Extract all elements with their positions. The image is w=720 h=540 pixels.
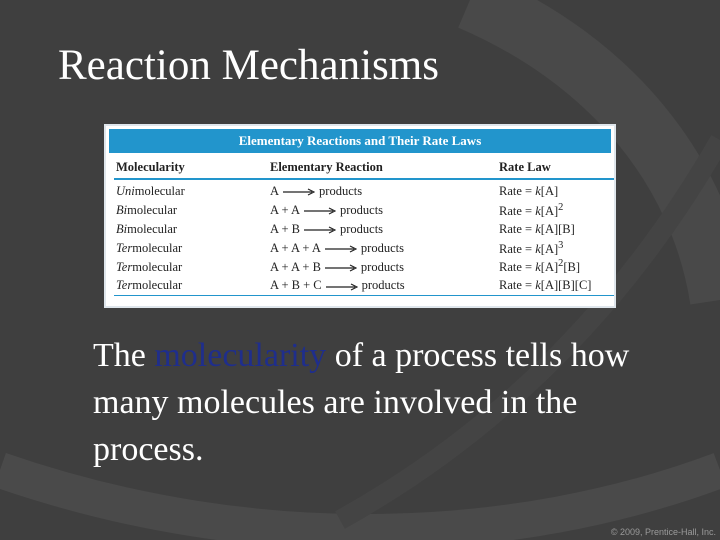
rate-concentration-tail: [B] <box>563 260 581 275</box>
molecularity-cell <box>114 179 268 201</box>
molecularity-term: molecularity <box>154 337 327 374</box>
rate-law-cell <box>497 179 614 201</box>
body-text-rest: of a process tells how many molecules are involved in the process. <box>93 337 630 468</box>
rate-concentration: [A][B][C] <box>540 278 592 293</box>
header-rate-law: Rate Law <box>497 156 614 179</box>
reaction-products: products <box>339 221 384 236</box>
rate-prefix: Rate = <box>499 183 536 198</box>
reaction-cell <box>268 276 497 295</box>
body-text-lead: The <box>93 337 155 374</box>
rate-constant: k <box>535 183 541 198</box>
reaction-products: products <box>360 240 404 255</box>
molecularity-cell <box>114 201 268 220</box>
reactants: A + A + B <box>270 259 321 274</box>
molecularity-prefix: Bi <box>116 221 128 236</box>
reaction-products: products <box>360 259 404 274</box>
molecularity-cell <box>114 220 268 239</box>
rate-law-cell <box>497 201 614 220</box>
molecularity-prefix: Ter <box>116 240 133 255</box>
header-elementary-reaction: Elementary Reaction <box>268 156 497 179</box>
rate-prefix: Rate = <box>499 241 536 256</box>
molecularity-prefix: Uni <box>116 183 135 198</box>
reaction-arrow-icon <box>326 283 358 291</box>
molecularity-cell <box>114 239 268 258</box>
rate-exponent: 2 <box>558 201 564 213</box>
rate-concentration: [A] <box>540 203 559 218</box>
rate-law-figure <box>104 124 616 308</box>
rate-law-cell <box>497 258 614 277</box>
molecularity-cell <box>114 276 268 295</box>
table-row <box>114 258 614 277</box>
reactants: A + A + A <box>270 240 321 255</box>
rate-prefix: Rate = <box>499 221 536 236</box>
reactants: A <box>270 183 280 198</box>
molecularity-prefix: Ter <box>116 259 133 274</box>
reactants: A + A <box>270 202 300 217</box>
molecularity-prefix: Bi <box>116 202 128 217</box>
molecularity-prefix: Ter <box>116 278 133 293</box>
rate-concentration: [A] <box>540 183 559 198</box>
table-row <box>114 220 614 239</box>
reaction-products: products <box>361 278 405 293</box>
rate-concentration: [A] <box>540 241 559 256</box>
header-molecularity: Molecularity <box>114 156 268 179</box>
reaction-arrow-icon <box>304 226 336 234</box>
rate-exponent: 2 <box>558 258 564 270</box>
reaction-arrow-icon <box>304 207 336 215</box>
reaction-products: products <box>339 202 384 217</box>
rate-constant: k <box>535 221 541 236</box>
reaction-arrow-icon <box>283 188 315 196</box>
rate-law-cell <box>497 239 614 258</box>
rate-constant: k <box>535 241 541 256</box>
rate-prefix: Rate = <box>499 278 536 293</box>
rate-concentration: [A][B] <box>540 221 575 236</box>
rate-constant: k <box>535 278 541 293</box>
table-header-row <box>114 156 614 179</box>
rate-constant: k <box>535 260 541 275</box>
reaction-cell <box>268 239 497 258</box>
body-text <box>93 332 673 473</box>
rate-constant: k <box>535 203 541 218</box>
rate-exponent: 3 <box>558 239 564 251</box>
rate-concentration: [A] <box>540 260 559 275</box>
molecularity-suffix: molecular <box>127 221 178 236</box>
molecularity-cell <box>114 258 268 277</box>
rate-law-cell <box>497 220 614 239</box>
reaction-cell <box>268 179 497 201</box>
reaction-cell <box>268 201 497 220</box>
reaction-arrow-icon <box>325 264 357 272</box>
rate-prefix: Rate = <box>499 260 536 275</box>
rate-prefix: Rate = <box>499 203 536 218</box>
slide-title: Reaction Mechanisms <box>58 42 439 89</box>
reactants: A + B + C <box>270 278 322 293</box>
molecularity-suffix: molecular <box>132 259 183 274</box>
table-row <box>114 239 614 258</box>
molecularity-suffix: molecular <box>134 183 185 198</box>
reaction-cell <box>268 258 497 277</box>
table-row <box>114 179 614 201</box>
molecularity-suffix: molecular <box>132 278 183 293</box>
rate-law-table <box>114 156 614 296</box>
reaction-arrow-icon <box>325 245 357 253</box>
copyright-notice: © 2009, Prentice-Hall, Inc. <box>610 527 716 537</box>
table-row <box>114 201 614 220</box>
rate-law-cell <box>497 276 614 295</box>
reaction-products: products <box>319 183 363 198</box>
molecularity-suffix: molecular <box>132 240 183 255</box>
molecularity-suffix: molecular <box>127 202 178 217</box>
reaction-cell <box>268 220 497 239</box>
reactants: A + B <box>270 221 300 236</box>
table-row <box>114 276 614 295</box>
figure-caption: Elementary Reactions and Their Rate Laws <box>109 129 611 153</box>
